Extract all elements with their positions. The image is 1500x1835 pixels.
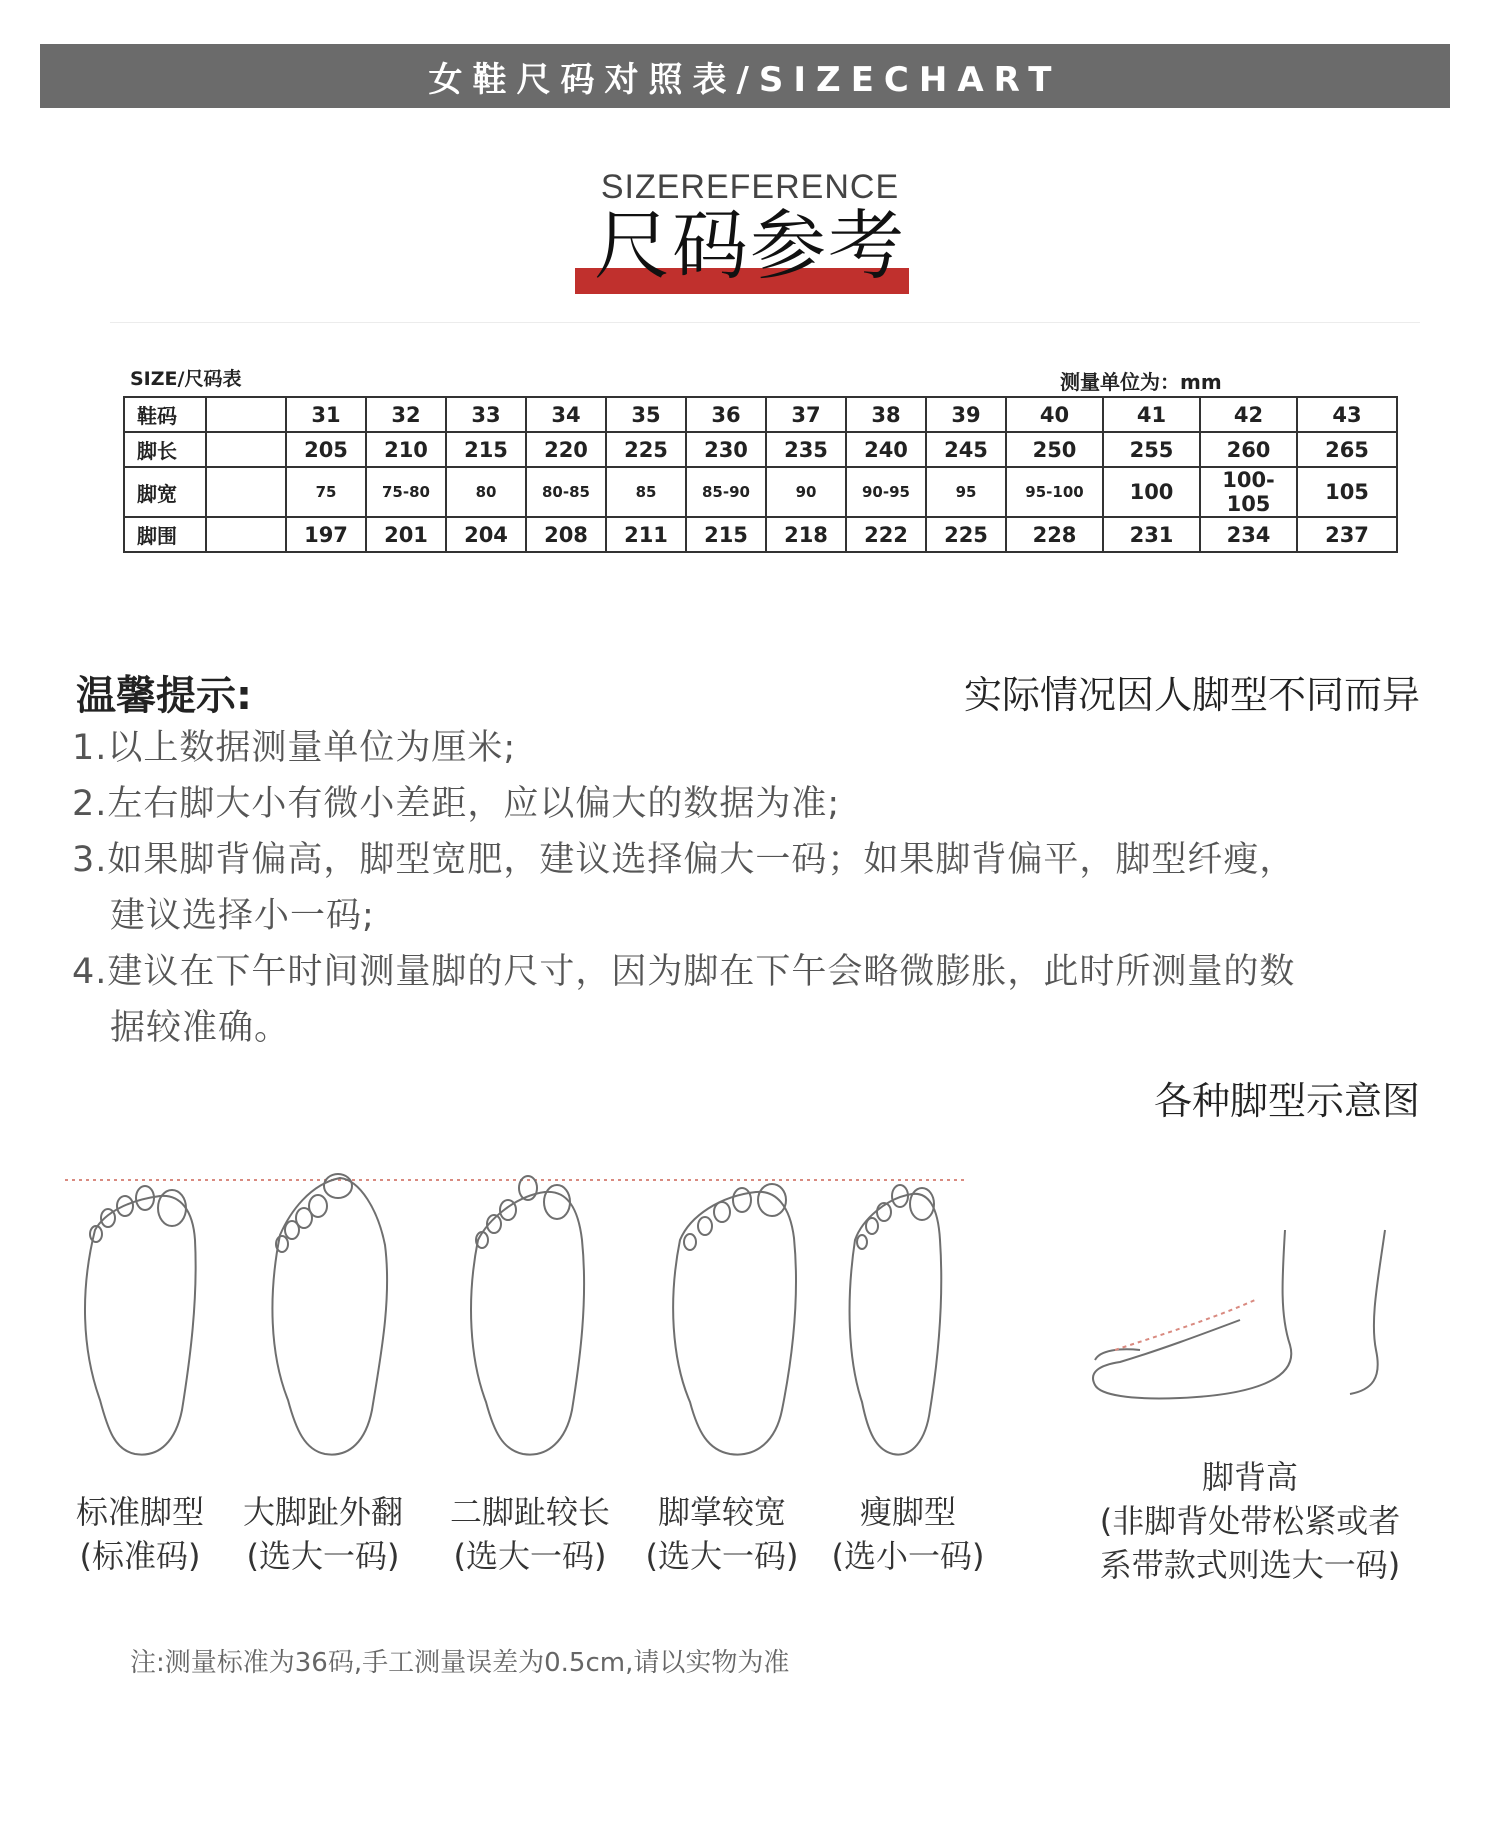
size-table-unit: 测量单位为：mm [1060,370,1222,394]
tips-heading: 温馨提示: [76,673,252,719]
foot-diagram-title: 各种脚型示意图 [1153,1079,1420,1123]
foot-advice-bunion: (选大一码) [246,1537,400,1575]
size-table-row [124,432,1397,467]
foot-bunion-icon [272,1174,387,1455]
size-table-cell: 205 [286,432,366,467]
size-table-cell: 35 [606,397,686,432]
foot-label-high-instep [1080,1455,1420,1587]
foot-name-high-instep: 脚背高 [1201,1458,1298,1496]
foot-label-wide [632,1490,812,1578]
tip-4-cont-text: 据较准确。 [110,1008,291,1048]
size-table-title: SIZE/尺码表 [130,368,242,390]
size-table-cell: 215 [686,517,766,552]
foot-name-bunion: 大脚趾外翻 [242,1493,403,1531]
size-table-cell: 240 [846,432,926,467]
foot-advice-high-instep-2: 系带款式则选大一码) [1099,1546,1401,1584]
foot-name-wide: 脚掌较宽 [657,1493,786,1531]
size-table-cell: 40 [1006,397,1103,432]
foot-long-second-toe-icon [471,1176,584,1455]
size-table-cell: 225 [926,517,1006,552]
size-chart-banner [40,44,1450,108]
tip-1: 1.以上数据测量单位为厘米; [72,728,517,768]
size-table-cell: 225 [606,432,686,467]
size-row-label: 脚长 [124,432,206,467]
size-table-cell: 37 [766,397,846,432]
size-table-cell: 237 [1297,517,1397,552]
size-table-cell: 95 [926,467,1006,517]
size-table-cell: 265 [1297,432,1397,467]
size-table-cell: 80-85 [526,467,606,517]
size-table-cell: 255 [1103,432,1200,467]
foot-advice-high-instep-1: (非脚背处带松紧或者 [1099,1502,1401,1540]
size-row-label: 脚宽 [124,467,206,517]
size-table-cell: 75-80 [366,467,446,517]
tip-3-cont [72,888,1432,944]
size-row-blank [206,517,286,552]
size-table-cell: 197 [286,517,366,552]
size-table-cell: 85 [606,467,686,517]
tip-3: 3.如果脚背偏高，脚型宽肥，建议选择偏大一码；如果脚背偏平，脚型纤瘦， [72,840,1296,880]
size-table-row [124,517,1397,552]
size-table-cell: 34 [526,397,606,432]
size-table-cell: 31 [286,397,366,432]
foot-shape-illustrations [0,1150,1500,1490]
reference-title-en: SIZEREFERENCE [600,168,900,206]
size-table-cell: 222 [846,517,926,552]
foot-high-instep-icon [1093,1230,1385,1398]
size-table-row [124,397,1397,432]
size-row-blank [206,432,286,467]
size-table-cell: 90 [766,467,846,517]
size-table-cell: 80 [446,467,526,517]
footnote: 注:测量标准为36码,手工测量误差为0.5cm,请以实物为准 [130,1648,790,1678]
size-row-label: 脚围 [124,517,206,552]
size-table-row [124,467,1397,517]
foot-advice-long-toe: (选大一码) [453,1537,607,1575]
foot-name-standard: 标准脚型 [75,1493,204,1531]
size-table-cell: 95-100 [1006,467,1103,517]
size-table-cell: 230 [686,432,766,467]
foot-name-slim: 瘦脚型 [859,1493,956,1531]
size-table-cell: 43 [1297,397,1397,432]
foot-label-long-toe [440,1490,620,1578]
size-row-label: 鞋码 [124,397,206,432]
size-table-cell: 201 [366,517,446,552]
foot-wide-icon [673,1184,796,1455]
foot-label-bunion [228,1490,418,1578]
size-table-cell: 32 [366,397,446,432]
size-table-cell: 39 [926,397,1006,432]
tip-4: 4.建议在下午时间测量脚的尺寸，因为脚在下午会略微膨胀，此时所测量的数 [72,952,1296,992]
size-table-cell: 215 [446,432,526,467]
size-table-cell: 260 [1200,432,1297,467]
size-table-cell: 100-105 [1200,467,1297,517]
size-table-cell: 220 [526,432,606,467]
size-table-cell: 235 [766,432,846,467]
size-table-cell: 100 [1103,467,1200,517]
size-table [123,396,1398,553]
size-table-cell: 41 [1103,397,1200,432]
size-table-cell: 218 [766,517,846,552]
size-table-cell: 211 [606,517,686,552]
reference-title-cn: 尺码参考 [594,201,906,290]
size-table-cell: 38 [846,397,926,432]
size-table-cell: 75 [286,467,366,517]
tip-2: 2.左右脚大小有微小差距，应以偏大的数据为准; [72,784,841,824]
foot-label-standard [60,1490,220,1578]
size-row-blank [206,467,286,517]
foot-name-long-toe: 二脚趾较长 [449,1493,610,1531]
foot-advice-wide: (选大一码) [645,1537,799,1575]
size-table-cell: 42 [1200,397,1297,432]
size-table-cell: 210 [366,432,446,467]
size-table-cell: 36 [686,397,766,432]
size-table-cell: 234 [1200,517,1297,552]
banner-title: 女鞋尺码对照表/SIZECHART [428,59,1062,100]
foot-advice-standard: (标准码) [79,1537,201,1575]
tip-4-cont [72,1000,1432,1056]
size-table-cell: 245 [926,432,1006,467]
tips-note: 实际情况因人脚型不同而异 [963,673,1420,717]
foot-slim-icon [850,1185,942,1455]
tip-3-cont-text: 建议选择小一码; [110,896,375,936]
size-table-cell: 204 [446,517,526,552]
size-row-blank [206,397,286,432]
foot-label-slim [818,1490,998,1578]
size-table-cell: 208 [526,517,606,552]
size-table-cell: 33 [446,397,526,432]
size-table-cell: 85-90 [686,467,766,517]
divider [110,322,1420,323]
size-table-cell: 231 [1103,517,1200,552]
size-table-cell: 228 [1006,517,1103,552]
foot-advice-slim: (选小一码) [831,1537,985,1575]
size-table-cell: 250 [1006,432,1103,467]
size-table-cell: 105 [1297,467,1397,517]
foot-standard-icon [85,1186,196,1455]
size-table-cell: 90-95 [846,467,926,517]
